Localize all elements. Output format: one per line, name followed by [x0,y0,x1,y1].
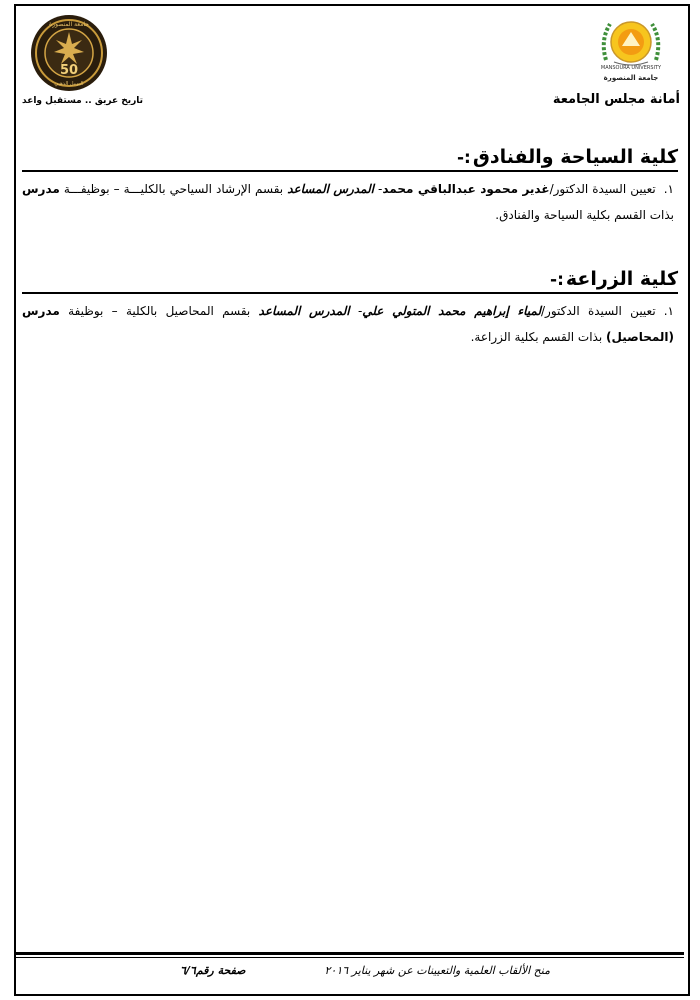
page-number: صفحة رقم٦/٦ [180,964,246,977]
current-title: المدرس المساعد [258,304,350,318]
new-position: مدرس [22,182,60,196]
council-secretariat-title: أمانة مجلس الجامعة [552,92,680,107]
section-heading-text: كلية الزراعة [565,268,678,290]
item-text: بذات القسم بكلية السياحة والفنادق. [495,208,674,222]
section-heading-suffix: :- [550,270,564,290]
appointment-item [22,298,678,350]
item-text: تعيين السيدة الدكتور/ [549,182,656,196]
university-arc-text: MANSOURA UNIVERSITY [600,65,662,71]
section-tourism-hotels [22,146,678,228]
item-separator: - [374,182,383,196]
appointee-name: غدير محمود عبدالباقي محمد [382,182,550,196]
university-slogan: تاريخ عريق .. مستقبل واعد [22,96,144,106]
jubilee-number: 50 [59,63,79,78]
new-position: مدرس (المحاصيل) [22,304,674,344]
section-heading [22,268,678,294]
jubilee-top-text: جامعة المنصورة [49,21,89,28]
mansoura-university-logo [596,10,666,86]
item-text: تعيين السيدة الدكتور/ [541,304,656,318]
university-bottom-text: جامعة المنصورة [603,74,659,82]
item-number: ١. [663,182,674,196]
footer-divider [16,952,684,958]
appointee-name: لمياء إبراهيم محمد المتولي علي [362,304,541,318]
item-number: ١. [663,304,674,318]
section-agriculture [22,268,678,350]
golden-jubilee-logo [30,14,108,92]
item-text: بذات القسم بكلية الزراعة. [470,330,606,344]
item-separator: - [349,304,363,318]
current-title: المدرس المساعد [287,182,374,196]
appointment-item [22,176,678,228]
item-text: بقسم المحاصيل بالكلية – بوظيفة [59,304,259,318]
item-text: بقسم الإرشاد السياحي بالكليـــة – بوظيفـــة [59,182,288,196]
section-heading-suffix: :- [456,148,471,168]
footer-description: منح الألقاب العلمية والتعيينات عن شهر يناير ٢٠١٦ [324,964,550,977]
section-heading [22,146,678,172]
section-heading-text: كلية السياحة والفنادق [472,146,678,168]
jubilee-bottom-text: اليوبيل الذهبي [54,81,84,87]
